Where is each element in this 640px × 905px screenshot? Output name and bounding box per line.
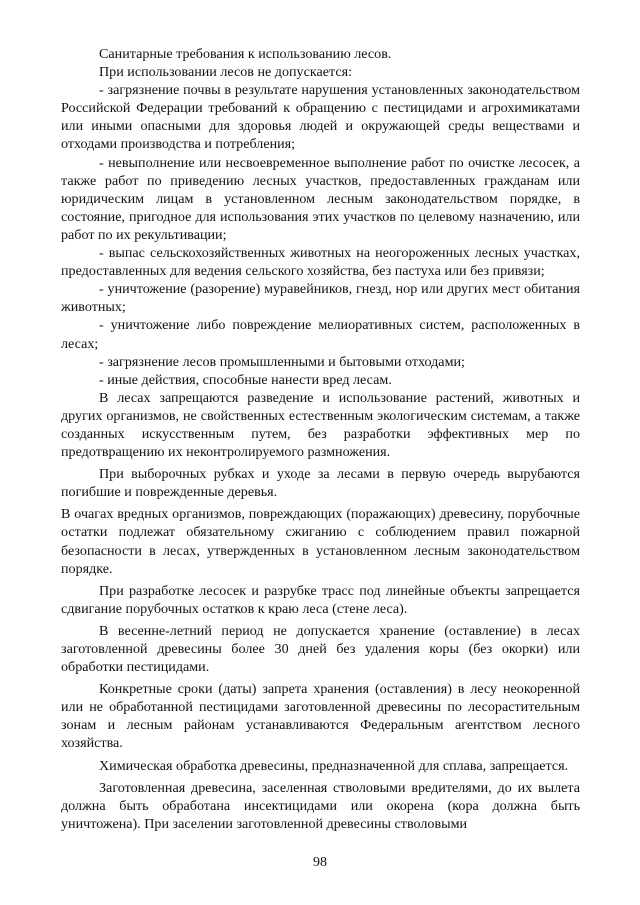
paragraph: В весенне-летний период не допускается хранение (оставление) в лесах заготовленной древесины более 30 дней без удаления коры (без окорки) или обработки пестицидами. bbox=[61, 622, 580, 676]
body-text bbox=[61, 45, 580, 833]
paragraph: При разработке лесосек и разрубке трасс под линейные объекты запрещается сдвигание порубочных остатков к краю леса (стене леса). bbox=[61, 582, 580, 617]
paragraph: Конкретные сроки (даты) запрета хранения (оставления) в лесу неокоренной или не обработанной пестицидами заготовленной древесины по лесорастительным зонам и лесным районам устанавливаются Федеральным агентством лесного хозяйства. bbox=[61, 681, 580, 752]
list-item: - невыполнение или несвоевременное выполнение работ по очистке лесосек, а также работ по приведению лесных участков, предоставленных гражданам или юридическим лицам в установленном лесным законодательством порядке, в состояние, пригодное для использования этих участков по целевому назначению, или работ по их рекультивации; bbox=[61, 154, 580, 243]
paragraph: В лесах запрещаются разведение и использование растений, животных и других организмов, не свойственных естественным экологическим системам, а также созданных искусственным путем, без разработки эффективных мер по предотвращению их неконтролируемого размножения. bbox=[61, 389, 580, 461]
list-item: - уничтожение либо повреждение мелиоративных систем, расположенных в лесах; bbox=[61, 317, 580, 352]
list-item: - выпас сельскохозяйственных животных на неогороженных лесных участках, предоставленных для ведения сельского хозяйства, без пастуха или без привязи; bbox=[61, 245, 580, 280]
page-number: 98 bbox=[313, 855, 327, 870]
paragraph: В очагах вредных организмов, повреждающих (поражающих) древесину, порубочные остатки подлежат обязательному сжиганию с соблюдением правил пожарной безопасности в лесах, утвержденных в установленном лесным законодательством порядке. bbox=[61, 506, 580, 577]
list-item: - загрязнение лесов промышленными и бытовыми отходами; bbox=[99, 353, 465, 370]
paragraph: При выборочных рубках и уходе за лесами в первую очередь вырубаются погибшие и поврежденные деревья. bbox=[61, 466, 580, 501]
list-item: - загрязнение почвы в результате нарушения установленных законодательством Российской Федерации требований к обращению с пестицидами и агрохимикатами или иными опасными для здоровья людей и окружающей среды веществами и отходами производства и потребления; bbox=[61, 82, 580, 153]
list-item: - иные действия, способные нанести вред лесам. bbox=[99, 371, 392, 388]
list-item: - уничтожение (разорение) муравейников, гнезд, нор или других мест обитания животных; bbox=[61, 281, 580, 316]
section-heading: Санитарные требования к использованию лесов. bbox=[99, 46, 392, 62]
paragraph: Заготовленная древесина, заселенная стволовыми вредителями, до их вылета должна быть обработана инсектицидами или окорена (кора должна быть уничтожена). При заселении заготовленной древесины стволовыми bbox=[61, 779, 580, 832]
paragraph: Химическая обработка древесины, предназначенной для сплава, запрещается. bbox=[99, 757, 569, 774]
paragraph: При использовании лесов не допускается: bbox=[99, 64, 352, 81]
